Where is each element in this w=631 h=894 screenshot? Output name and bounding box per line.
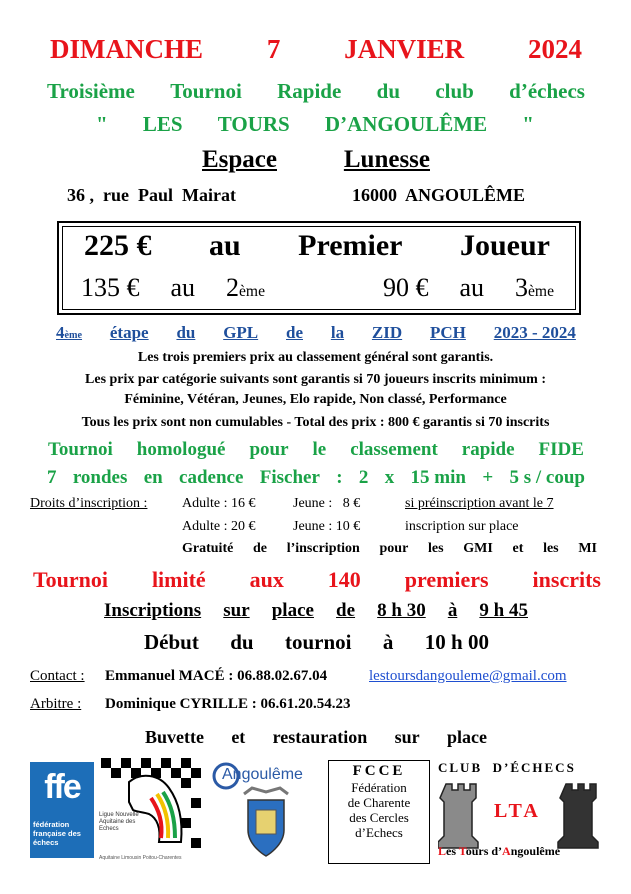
- club-lta-logo: CLUB D’ÉCHECS LTA Les Tours d’Angoulême: [438, 760, 610, 864]
- fee-adult-pre: Adulte : 16 €: [182, 496, 256, 511]
- fees-label: Droits d’inscription :: [30, 496, 148, 511]
- info-line-1: Les trois premiers prix au classement général sont garantis.: [137, 350, 494, 365]
- fide-homologation: Tournoi homologué pour le classement rapide FIDE: [48, 439, 584, 460]
- venue-city: 16000 ANGOULÊME: [352, 185, 526, 205]
- second-prize-amount: 135 €: [81, 273, 140, 302]
- third-prize-amount: 90 €: [383, 273, 429, 302]
- referee-name-phone: Dominique CYRILLE : 06.61.20.54.23: [105, 696, 351, 712]
- onsite-registration: Inscriptions sur place de 8 h 30 à 9 h 45: [104, 600, 528, 621]
- date-month: JANVIER: [344, 34, 465, 64]
- third-prize: 90 € au 3ème: [383, 273, 554, 302]
- ligue-subtext: Aquitaine Limousin Poitou-Charentes: [99, 855, 182, 861]
- fcce-logo: FCCE Fédération de Charente des Cercles d’Echecs: [328, 760, 430, 864]
- angouleme-city-logo: Angoulême: [210, 760, 322, 864]
- refreshments: Buvette et restauration sur place: [145, 727, 487, 747]
- info-line-2: Les prix par catégorie suivants sont garantis si 70 joueurs inscrits minimum :: [85, 372, 546, 387]
- fee-youth-onsite: Jeune : 10 €: [293, 519, 361, 534]
- venue-street: 36 , rue Paul Mairat: [67, 185, 236, 205]
- free-entry-gmi-mi: Gratuité de l’inscription pour les GMI et les MI: [182, 541, 597, 556]
- info-line-3: Féminine, Vétéran, Jeunes, Elo rapide, Non classé, Performance: [124, 392, 507, 407]
- tournament-start: Début du tournoi à 10 h 00: [144, 630, 489, 654]
- second-prize-rank: 2ème: [226, 273, 265, 302]
- info-line-4: Tous les prix sont non cumulables - Total des prix : 800 € garantis si 70 inscrits: [81, 415, 550, 430]
- first-prize: 225 € au Premier Joueur: [84, 229, 550, 262]
- date-year: 2024: [528, 34, 582, 64]
- ligue-nouvelle-aquitaine-logo: Ligue Nouvelle Aquitaine des Echecs Aquitaine Limousin Poitou-Charentes: [97, 758, 201, 862]
- date-day: DIMANCHE: [50, 34, 203, 64]
- fee-pre-note: si préinscription avant le 7: [405, 496, 554, 511]
- chessboard-knight-icon: [97, 758, 201, 862]
- time-control: 7 rondes en cadence Fischer : 2 x 15 min + 5 s / coup: [47, 467, 585, 488]
- contact-name-phone: Emmanuel MACÉ : 06.88.02.67.04: [105, 668, 328, 684]
- referee-label: Arbitre :: [30, 696, 82, 712]
- venue-name: Espace Lunesse: [202, 146, 430, 173]
- club-full-name: Les Tours d’Angoulême: [438, 844, 561, 858]
- third-prize-rank: 3ème: [515, 273, 554, 302]
- contact-label: Contact :: [30, 668, 85, 684]
- second-prize: 135 € au 2ème: [81, 273, 265, 302]
- tournament-subtitle: Troisième Tournoi Rapide du club d’échecs: [47, 79, 585, 103]
- player-limit: Tournoi limité aux 140 premiers inscrits: [33, 567, 601, 592]
- first-prize-amount: 225 €: [84, 229, 152, 262]
- gpl-stage: 4ème étape du GPL de la ZID PCH 2023 - 2024: [56, 323, 576, 342]
- ffe-logo: ffe fédération française des échecs: [30, 762, 94, 858]
- fee-adult-onsite: Adulte : 20 €: [182, 519, 256, 534]
- club-name: " LES TOURS D’ANGOULÊME ": [96, 112, 534, 136]
- contact-email-link[interactable]: lestoursdangouleme@gmail.com: [369, 668, 567, 684]
- fee-youth-pre: Jeune : 8 €: [293, 496, 361, 511]
- date-num: 7: [266, 34, 281, 64]
- event-date: [50, 34, 582, 65]
- fee-onsite-note: inscription sur place: [405, 519, 519, 534]
